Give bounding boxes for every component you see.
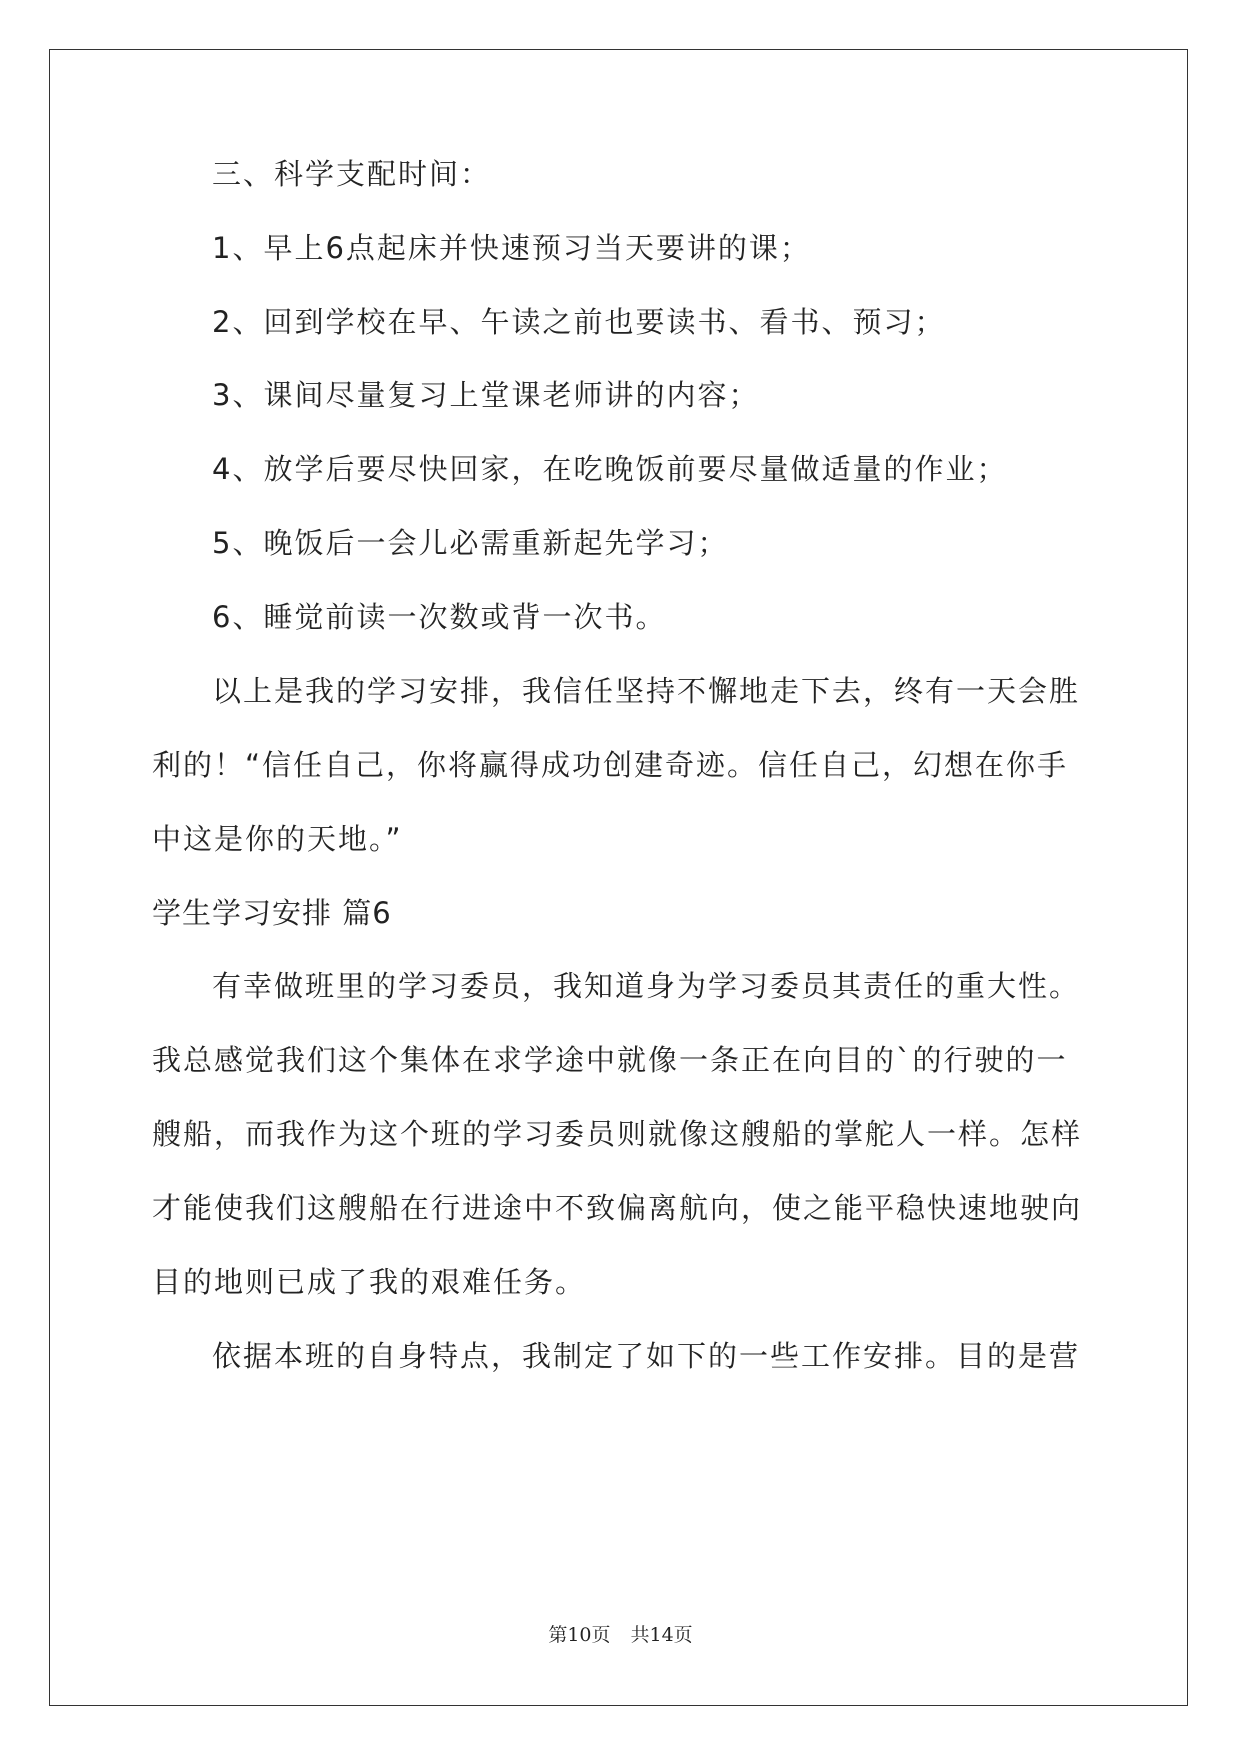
paragraph-line: 目的地则已成了我的艰难任务。 xyxy=(152,1265,587,1299)
paragraph-line: 利的！“信任自己，你将赢得成功创建奇迹。信任自己，幻想在你手 xyxy=(152,748,1069,782)
list-item: 6、睡觉前读一次数或背一次书。 xyxy=(212,600,667,634)
page-number: 第10页 xyxy=(548,1624,611,1646)
page-border xyxy=(49,49,1188,1706)
paragraph-line: 有幸做班里的学习委员，我知道身为学习委员其责任的重大性。 xyxy=(212,969,1081,1003)
list-item: 1、早上6点起床并快速预习当天要讲的课； xyxy=(212,231,811,265)
paragraph-line: 以上是我的学习安排，我信任坚持不懈地走下去，终有一天会胜 xyxy=(212,674,1081,708)
paragraph-line: 才能使我们这艘船在行进途中不致偏离航向，使之能平稳快速地驶向 xyxy=(152,1191,1083,1225)
article-heading: 学生学习安排 篇6 xyxy=(152,896,392,930)
paragraph-line: 艘船，而我作为这个班的学习委员则就像这艘船的掌舵人一样。怎样 xyxy=(152,1117,1083,1151)
list-item: 5、晚饭后一会儿必需重新起先学习； xyxy=(212,526,729,560)
page-footer xyxy=(0,1620,1241,1647)
list-item: 4、放学后要尽快回家，在吃晚饭前要尽量做适量的作业； xyxy=(212,452,1008,486)
paragraph-line: 依据本班的自身特点，我制定了如下的一些工作安排。目的是营 xyxy=(212,1339,1081,1373)
section-heading: 三、科学支配时间： xyxy=(212,157,492,191)
paragraph-line: 我总感觉我们这个集体在求学途中就像一条正在向目的`的行驶的一 xyxy=(152,1043,1068,1077)
list-item: 3、课间尽量复习上堂课老师讲的内容； xyxy=(212,378,760,412)
page-total: 共14页 xyxy=(630,1624,693,1646)
list-item: 2、回到学校在早、午读之前也要读书、看书、预习； xyxy=(212,305,946,339)
paragraph-line: 中这是你的天地。” xyxy=(152,822,403,856)
